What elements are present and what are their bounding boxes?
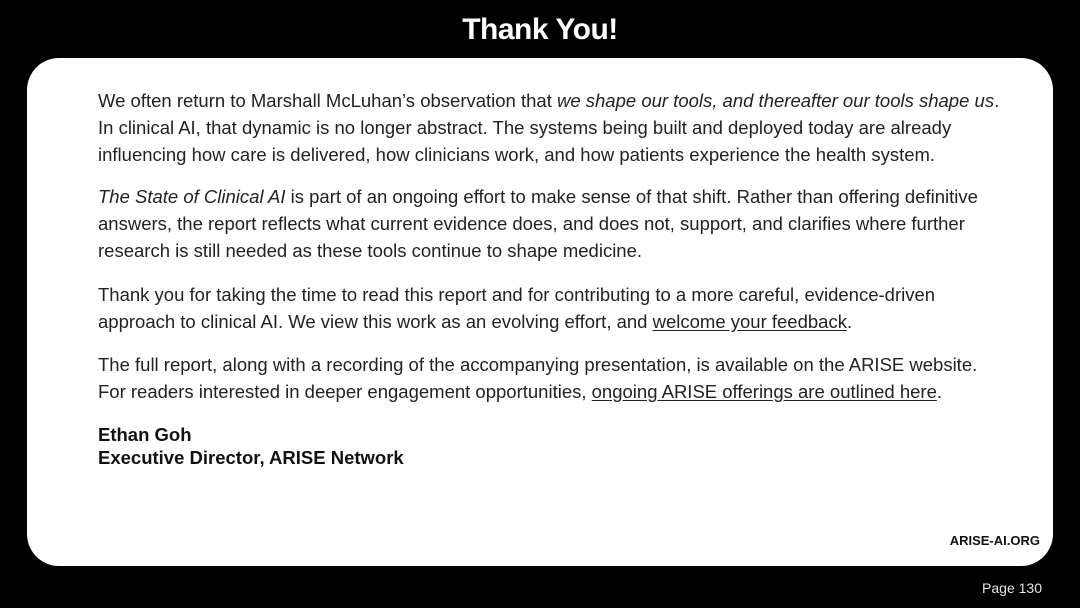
paragraph-1: [98, 87, 1010, 168]
paragraph-3-text-a: Thank you for taking the time to read this report and for contributing to a more careful, evidence-driven approach to clinical AI. We view this work as an evolving effort, and: [98, 284, 936, 332]
paragraph-4: [98, 351, 1010, 405]
paragraph-2: [98, 183, 1010, 264]
feedback-link[interactable]: welcome your feedback: [652, 311, 847, 332]
report-title-italic: The State of Clinical AI: [98, 186, 286, 207]
paragraph-4-text-b: .: [936, 381, 943, 402]
page-title: Thank You!: [462, 13, 618, 46]
paragraph-1-text-a: We often return to Marshall McLuhan’s observation that: [98, 90, 557, 111]
paragraph-4-text-a: The full report, along with a recording of the accompanying presentation, is available on the ARISE website. For readers interested in deeper engagement opportunities,: [98, 354, 978, 402]
website-label: ARISE-AI.ORG: [949, 533, 1040, 548]
paragraph-3-text-b: .: [846, 311, 853, 332]
body-text: [98, 87, 1010, 469]
paragraph-1-text-b: . In clinical AI, that dynamic is no longer abstract. The systems being built and deployed today are already influencing how care is delivered, how clinicians work, and how patients experience the health system.: [98, 90, 1000, 165]
mcluhan-quote: we shape our tools, and thereafter our tools shape us: [556, 90, 995, 111]
paragraph-3: [98, 281, 1010, 335]
signature-role: Executive Director, ARISE Network: [98, 447, 404, 468]
signature: [98, 423, 1010, 469]
offerings-link[interactable]: ongoing ARISE offerings are outlined here: [591, 381, 937, 402]
paragraph-2-text: is part of an ongoing effort to make sense of that shift. Rather than offering definitive answers, the report reflects what current evidence does, and does not, support, and clarifies where further research is still needed as these tools continue to shape medicine.: [98, 186, 978, 261]
content-card: [27, 58, 1053, 566]
page-number: Page 130: [982, 580, 1042, 596]
signature-name: Ethan Goh: [98, 424, 192, 445]
